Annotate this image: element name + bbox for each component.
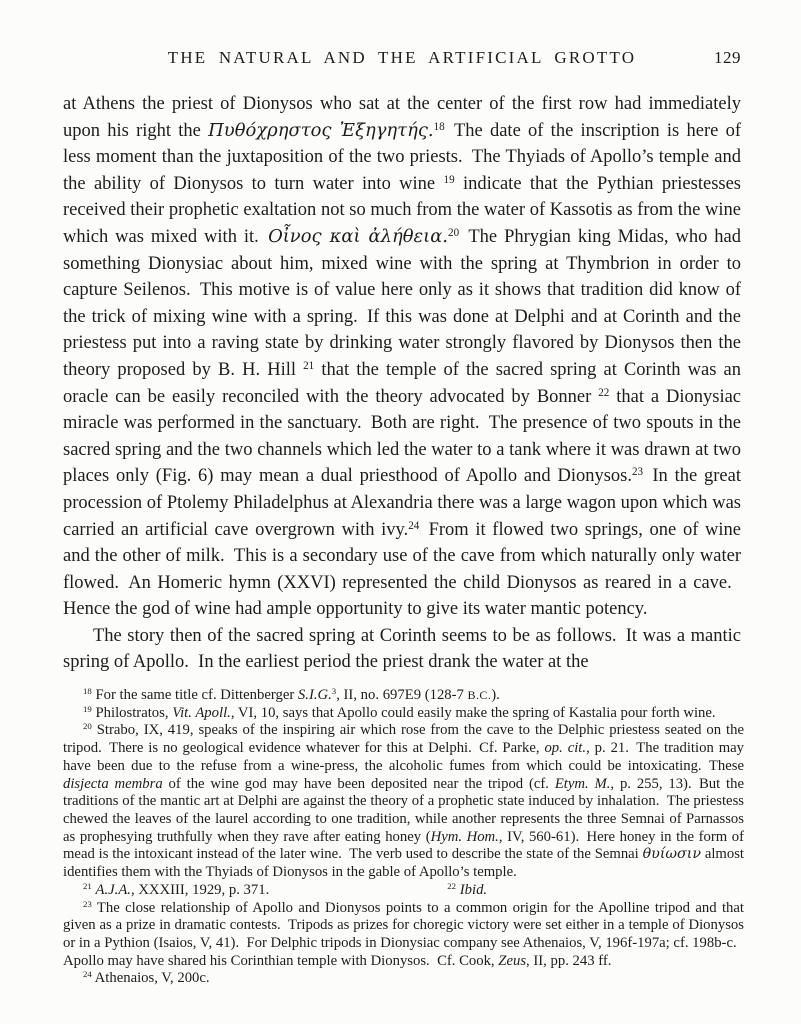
italic-text: A.J.A. [95,881,131,898]
greek-text: Πυθόχρηστος Ἐξηγητής. [208,119,434,141]
italic-text: Etym. M. [554,775,611,792]
text-run: that a Dionysiac miracle was performed in the sanctuary. Both are right. The presence of two spouts in the sacred spring and the two channels which led the water to a tank where it was drawn at two places only (Fig. 6) may mean a dual priesthood of Apollo and Dionysos. [63,386,742,487]
text-run: In the great procession of Ptolemy Philadelphus at Alexandria there was a large wagon upon which was carried an artificial cave overgrown with ivy. [63,466,741,540]
body-text [63,91,741,676]
text-run: of the wine god may have been deposited near the tripod (cf. [162,775,555,792]
text-run: The Phrygian king Midas, who had something Dionysiac about him, mixed wine with the spring at Thymbrion in order to capture Seilenos. This motive is of value here only as it shows that tradition did know of the trick of mixing wine with a spring. If this was done at Delphi and at Corinth and the priestess put into a raving state by drinking water strongly flavored by Dionysos then the theory proposed by B. H. Hill [63,226,741,380]
running-head-title: THE NATURAL AND THE ARTIFICIAL GROTTO [167,48,637,67]
page-header [63,48,741,68]
footnote-21-22 [63,882,744,900]
footnotes-section [63,687,744,988]
footnote-marker: 18 [83,686,92,697]
footnote-marker: 24 [83,969,92,980]
footnote-23 [63,900,744,971]
italic-text: Vit. Apoll. [172,704,231,721]
footnote-marker: 19 [443,173,455,186]
italic-text: Hym. Hom. [430,828,499,845]
greek-text: Οἶνος καὶ ἀλήθεια. [268,225,449,247]
italic-text: S.I.G. [297,687,332,704]
body-paragraph [63,623,741,676]
footnote-18 [63,687,744,705]
text-run: that the temple of the sacred spring at Corinth was an oracle can be easily reconciled with the theory advocated by Bonner [63,359,741,407]
italic-text: Zeus [498,952,527,969]
text-run: , II, no. 697E9 (128-7 [336,687,468,704]
footnote-marker: 20 [448,226,460,239]
text-run: Strabo, IX, 419, speaks of the inspiring air which rose from the cave to the Delphic priestess seated on the tripod. There is no geological evidence whatever for this at Delphi. Cf. Parke, [63,722,744,757]
text-run: almost identifies them with the Thyiads of Dionysos in the gable of Apollo’s temple. [63,846,744,881]
greek-text: θυίωσιν [642,846,702,863]
footnote-24 [63,970,744,988]
footnote-marker: 21 [83,880,92,891]
footnote-marker: 22 [598,386,610,399]
footnote-marker: 18 [433,120,445,133]
footnote-marker: 19 [83,703,92,714]
page-number: 129 [714,48,741,67]
text-run: Athenaios, V, 200c. [91,970,210,987]
text-run: The close relationship of Apollo and Dionysos points to a common origin for the Apolline tripod and that given as a prize in dramatic contests. Tripods as prizes for choregic victory were set either in a temple of Dionysos or in a Pythion (Isaios, V, 41). For Delphic tripods in Dionysiac company see Athenaios, V, 196f-197a; cf. 198b-c. Apollo may have shared his Corinthian temple with Dionysos. Cf. Cook, [63,899,744,969]
text-run: indicate that the Pythian priestesses received their prophetic exaltation not so much from the water of Kassotis as from the wine which was mixed with it. [63,173,741,247]
text-run: , IV, 560-61). Here honey in the form of mead is the intoxicant instead of the later wine. The verb used to describe the state of the Semnai [63,828,745,863]
text-run: , p. 21. The tradition may have been due to the refuse from a wine-press, the alcoholic fumes from which could be intoxicating. These [63,740,744,774]
small-caps-text: B.C. [467,688,492,703]
text-run: The story then of the sacred spring at Corinth seems to be as follows. It was a mantic spring of Apollo. In the earliest period the priest drank the water at the [63,625,741,673]
text-run: at Athens the priest of Dionysos who sat at the center of the first row had immediately upon his right the [63,94,741,141]
italic-text: disjecta membra [63,775,163,792]
footnote-marker: 23 [632,466,644,479]
footnote-marker: 22 [447,880,457,891]
footnote-20 [63,722,744,881]
text-run: ). [491,687,500,704]
text-run: From it flowed two springs, one of wine and the other of milk. This is a secondary use of the cave from which naturally only water flowed. An Homeric hymn (XXVI) represented the child Dionysos as reared in a cave. Hence the god of wine had ample opportunity to give its water mantic potency. [63,519,741,620]
text-run: Philostratos, [91,704,173,721]
text-run: , p. 255, 13). But the traditions of the mantic art at Delphi are against the theory of a prophetic state induced by inhalation. The priestess chewed the leaves of the laurel according to one tradition, while another represents the three Semnai of Parnassos as prophesying truthfully when they rave after eating honey ( [63,775,744,845]
text-run: , XXXIII, 1929, p. 371. [130,881,270,898]
footnote-marker: 23 [83,898,92,909]
footnote-19 [63,705,744,723]
italic-text: op. cit. [544,740,587,757]
text-run: For the same title cf. Dittenberger [91,687,298,704]
footnote-marker: 3 [331,686,337,697]
footnote-marker: 21 [303,359,315,372]
footnote-marker: 20 [83,721,92,732]
text-run: , VI, 10, says that Apollo could easily make the spring of Kastalia pour forth wine. [230,704,716,721]
body-paragraph [63,91,741,623]
text-run: , II, pp. 243 ff. [526,952,612,969]
footnote-marker: 24 [408,519,420,532]
text-run: The date of the inscription is here of less moment than the juxtaposition of the two priests. The Thyiads of Apollo’s temple and the ability of Dionysos to turn water into wine [63,120,741,194]
italic-text: Ibid. [459,881,488,898]
